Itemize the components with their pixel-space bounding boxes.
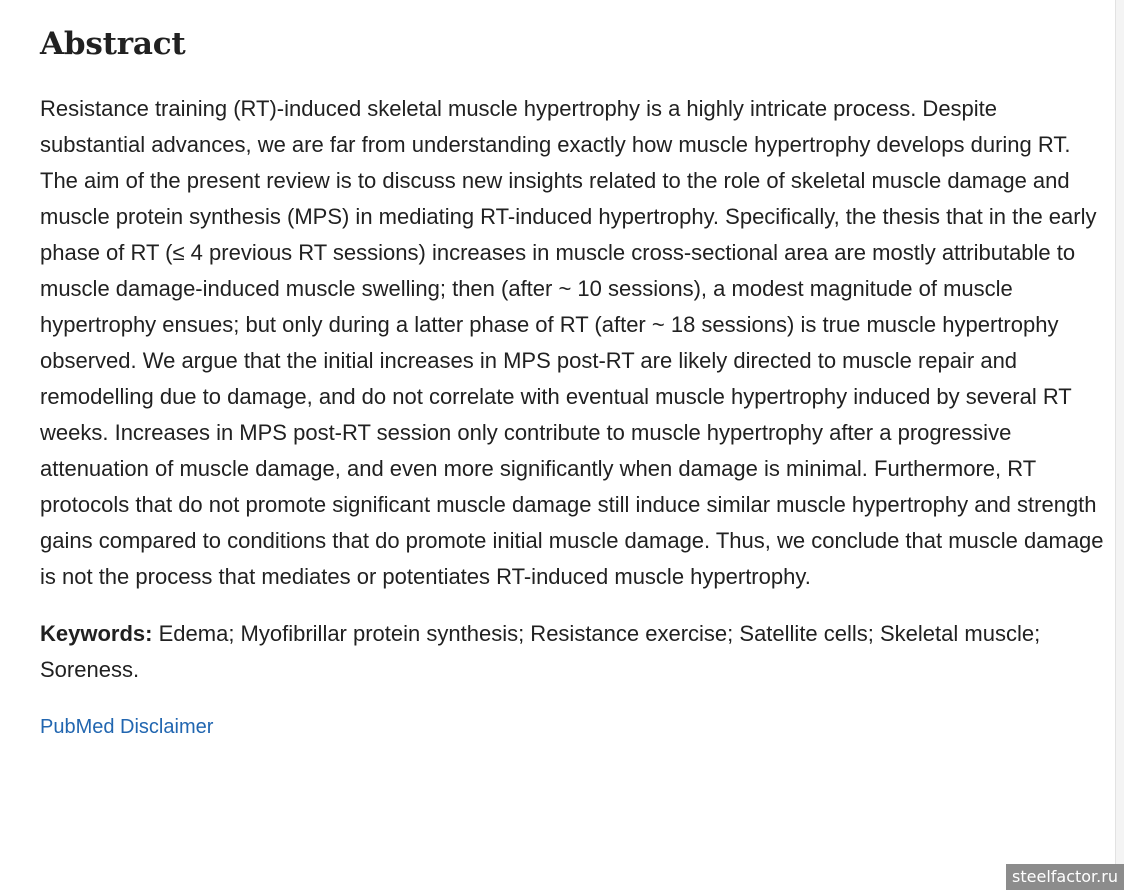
keywords-label: Keywords: <box>40 621 153 646</box>
keywords-paragraph <box>40 616 1106 688</box>
keywords-text: Edema; Myofibrillar protein synthesis; Resistance exercise; Satellite cells; Skeletal muscle; Soreness. <box>40 621 1041 682</box>
watermark: steelfactor.ru <box>1006 864 1124 890</box>
abstract-text: Resistance training (RT)-induced skeletal muscle hypertrophy is a highly intricate process. Despite substantial advances, we are far from understanding exactly how muscle hypertrophy develops during RT. The aim of the present review is to discuss new insights related to the role of skeletal muscle damage and muscle protein synthesis (MPS) in mediating RT-induced hypertrophy. Specifically, the thesis that in the early phase of RT (≤ 4 previous RT sessions) increases in muscle cross-sectional area are mostly attributable to muscle damage-induced muscle swelling; then (after ~ 10 sessions), a modest magnitude of muscle hypertrophy ensues; but only during a latter phase of RT (after ~ 18 sessions) is true muscle hypertrophy observed. We argue that the initial increases in MPS post-RT are likely directed to muscle repair and remodelling due to damage, and do not correlate with eventual muscle hypertrophy induced by several RT weeks. Increases in MPS post-RT session only contribute to muscle hypertrophy after a progressive attenuation of muscle damage, and even more significantly when damage is minimal. Furthermore, RT protocols that do not promote significant muscle damage still induce similar muscle hypertrophy and strength gains compared to conditions that do promote initial muscle damage. Thus, we conclude that muscle damage is not the process that mediates or potentiates RT-induced muscle hypertrophy. <box>40 96 1104 589</box>
scrollbar-track[interactable] <box>1115 0 1124 890</box>
pubmed-disclaimer-link[interactable]: PubMed Disclaimer <box>40 716 214 738</box>
abstract-section <box>40 22 1106 741</box>
abstract-heading: Abstract <box>40 26 186 62</box>
